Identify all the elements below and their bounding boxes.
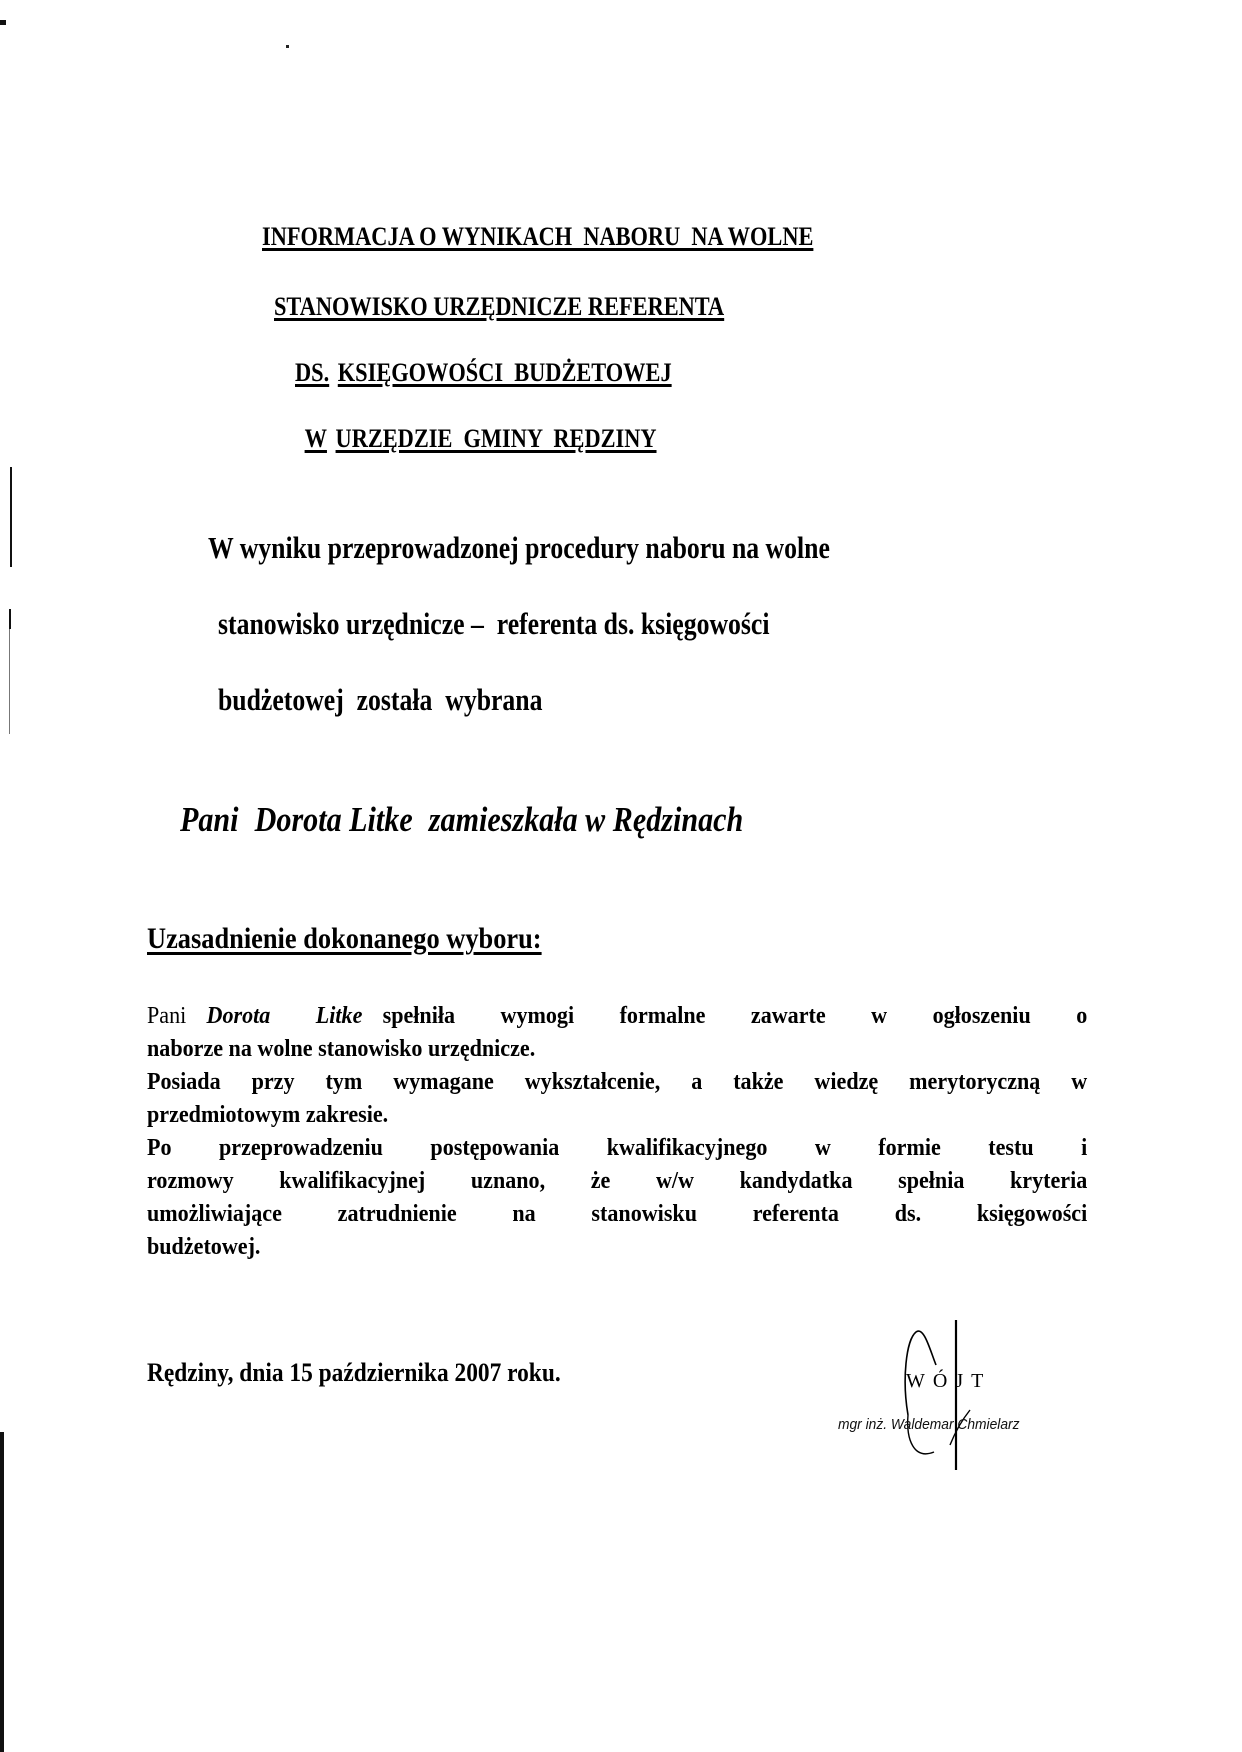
scan-artifact-dot [286, 45, 289, 48]
body-candidate-name: Dorota Litke [206, 1003, 363, 1029]
body-line: umożliwiające zatrudnienie na stanowisku referenta ds. księgowości [147, 1201, 1088, 1227]
body-line: rozmowy kwalifikacyjnej uznano, że w/w kandydatka spełnia kryteria [147, 1168, 1088, 1194]
candidate-residence: zamieszkała w Rędzinach [428, 800, 744, 839]
intro-line: stanowisko urzędnicze – referenta ds. księgowości [218, 606, 770, 641]
handwritten-signature [900, 1320, 1000, 1470]
title-text: INFORMACJA O WYNIKACH NABORU NA WOLNE [262, 222, 814, 251]
title-text: KSIĘGOWOŚCI BUDŻETOWEJ [337, 358, 672, 387]
body-line: Posiada przy tym wymagane wykształcenie, a także wiedzę merytoryczną w [147, 1069, 1088, 1095]
justification-paragraph-1 [147, 1000, 1087, 1066]
intro-line: W wyniku przeprowadzonej procedury naboru na wolne [208, 530, 830, 565]
scan-artifact-edge [0, 1432, 4, 1752]
body-prefix: Pani [147, 1003, 187, 1029]
justification-body [147, 1000, 1087, 1264]
title-text-ds: DS. [295, 358, 330, 387]
title-line-1 [262, 222, 813, 252]
scan-artifact-line [10, 467, 12, 567]
selected-candidate [180, 800, 743, 840]
signature-title: WÓJT [906, 1370, 992, 1392]
document-date: Rędziny, dnia 15 października 2007 roku. [147, 1358, 561, 1387]
body-line [147, 1000, 1087, 1033]
justification-paragraph-2 [147, 1066, 1087, 1132]
body-line: przedmiotowym zakresie. [147, 1102, 389, 1128]
title-line-2 [274, 292, 724, 322]
scan-artifact-mark [0, 20, 6, 25]
candidate-prefix: Pani [180, 800, 239, 839]
justification-paragraph-3 [147, 1132, 1087, 1264]
scan-artifact-line [9, 609, 10, 734]
candidate-name: Dorota Litke [254, 800, 413, 839]
title-text: URZĘDZIE GMINY RĘDZINY [335, 424, 657, 453]
title-line-4 [296, 424, 657, 454]
intro-line: budżetowej została wybrana [218, 682, 543, 717]
body-text: spełniła wymogi formalne zawarte w ogłoszeniu o [382, 1003, 1088, 1029]
title-text-w: W [304, 424, 327, 453]
justification-heading: Uzasadnienie dokonanego wyboru: [147, 922, 542, 955]
body-line: budżetowej. [147, 1234, 261, 1260]
title-line-3 [295, 358, 672, 388]
signatory-name: mgr inż. Waldemar Chmielarz [838, 1416, 1020, 1433]
body-line: Po przeprowadzeniu postępowania kwalifikacyjnego w formie testu i [147, 1135, 1088, 1161]
body-line: naborze na wolne stanowisko urzędnicze. [147, 1036, 536, 1062]
title-text: STANOWISKO URZĘDNICZE REFERENTA [274, 292, 725, 321]
